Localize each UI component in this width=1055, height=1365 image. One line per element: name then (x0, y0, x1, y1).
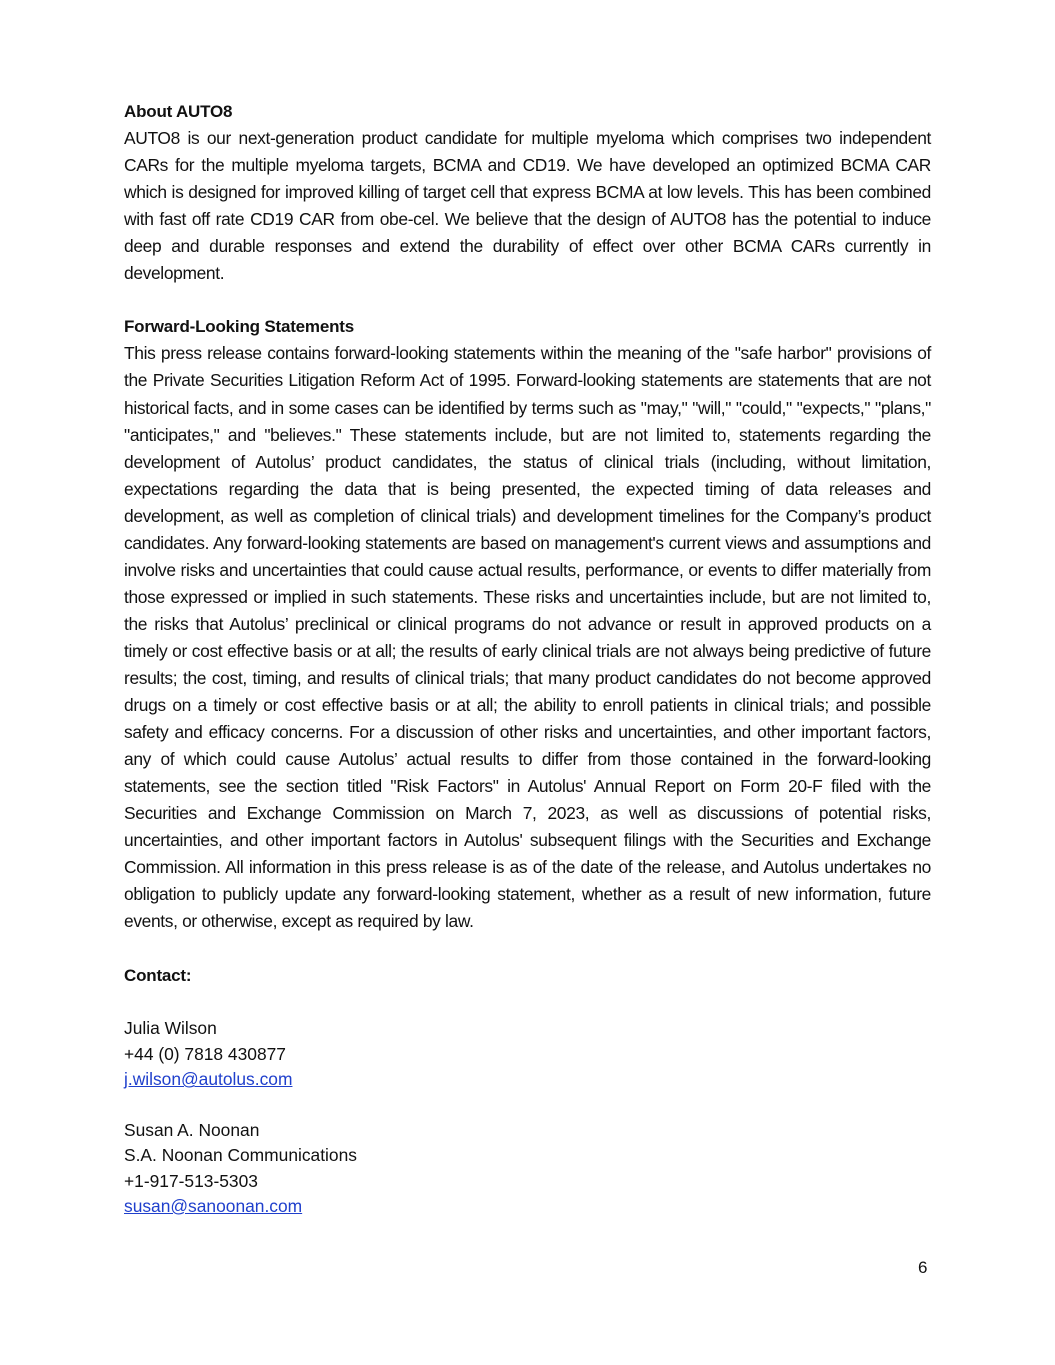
contact-spacer (124, 989, 931, 1016)
about-section (124, 98, 931, 286)
contact-company: S.A. Noonan Communications (124, 1145, 357, 1166)
document-page (124, 98, 931, 1219)
contact-email-link[interactable]: susan@sanoonan.com (124, 1195, 303, 1216)
contact-phone: +44 (0) 7818 430877 (124, 1043, 286, 1064)
contact-name: Susan A. Noonan (124, 1119, 260, 1140)
contact-spacer (124, 1093, 931, 1118)
contact-heading: Contact: (124, 966, 192, 986)
page-number: 6 (918, 1258, 928, 1277)
contact-block-julia-wilson (124, 1016, 931, 1092)
about-heading: About AUTO8 (124, 102, 233, 121)
contact-phone: +1-917-513-5303 (124, 1170, 258, 1191)
contact-email-link[interactable]: j.wilson@autolus.com (124, 1069, 293, 1090)
section-spacer (124, 935, 931, 962)
section-spacer (124, 286, 931, 313)
about-paragraph: AUTO8 is our next-generation product candidate for multiple myeloma which comprises two independent CARs for the multiple myeloma targets, BCMA and CD19. We have developed an optimized BCMA CAR which is designed for improved killing of target cell that express BCMA at low levels. This has been combined with fast off rate CD19 CAR from obe-cel. We believe that the design of AUTO8 has the potential to induce deep and durable responses and extend the durability of effect over other BCMA CARs currently in development. (124, 128, 931, 283)
forward-looking-section (124, 313, 931, 935)
contact-block-susan-noonan (124, 1118, 931, 1220)
forward-looking-heading: Forward-Looking Statements (124, 317, 354, 337)
contact-section (124, 962, 931, 1219)
contact-name: Julia Wilson (124, 1018, 217, 1039)
forward-looking-paragraph: This press release contains forward-looking statements within the meaning of the "safe harbor" provisions of the Private Securities Litigation Reform Act of 1995. Forward-looking statements are statements that are not historical facts, and in some cases can be identified by terms such as "may," "will," "could," "expects," "plans," "anticipates," and "believes." These statements include, but are not limited to, statements regarding the development of Autolus’ product candidates, the status of clinical trials (including, without limitation, expectations regarding the data that is being presented, the expected timing of data releases and development, as well as completion of clinical trials) and development timelines for the Company’s product candidates. Any forward-looking statements are based on management's current views and assumptions and involve risks and uncertainties that could cause actual results, performance, or events to differ materially from those expressed or implied in such statements. These risks and uncertainties include, but are not limited to, the risks that Autolus’ preclinical or clinical programs do not advance or result in approved products on a timely or cost effective basis or at all; the results of early clinical trials are not always being predictive of future results; the cost, timing, and results of clinical trials; that many product candidates do not become approved drugs on a timely or cost effective basis or at all; the ability to enroll patients in clinical trials; and possible safety and efficacy concerns. For a discussion of other risks and uncertainties, and other important factors, any of which could cause Autolus’ actual results to differ from those contained in the forward-looking statements, see the section titled "Risk Factors" in Autolus' Annual Report on Form 20-F filed with the Securities and Exchange Commission on March 7, 2023, as well as discussions of potential risks, uncertainties, and other important factors in Autolus' subsequent filings with the Securities and Exchange Commission. All information in this press release is as of the date of the release, and Autolus undertakes no obligation to publicly update any forward-looking statement, whether as a result of new information, future events, or otherwise, except as required by law. (124, 343, 931, 932)
